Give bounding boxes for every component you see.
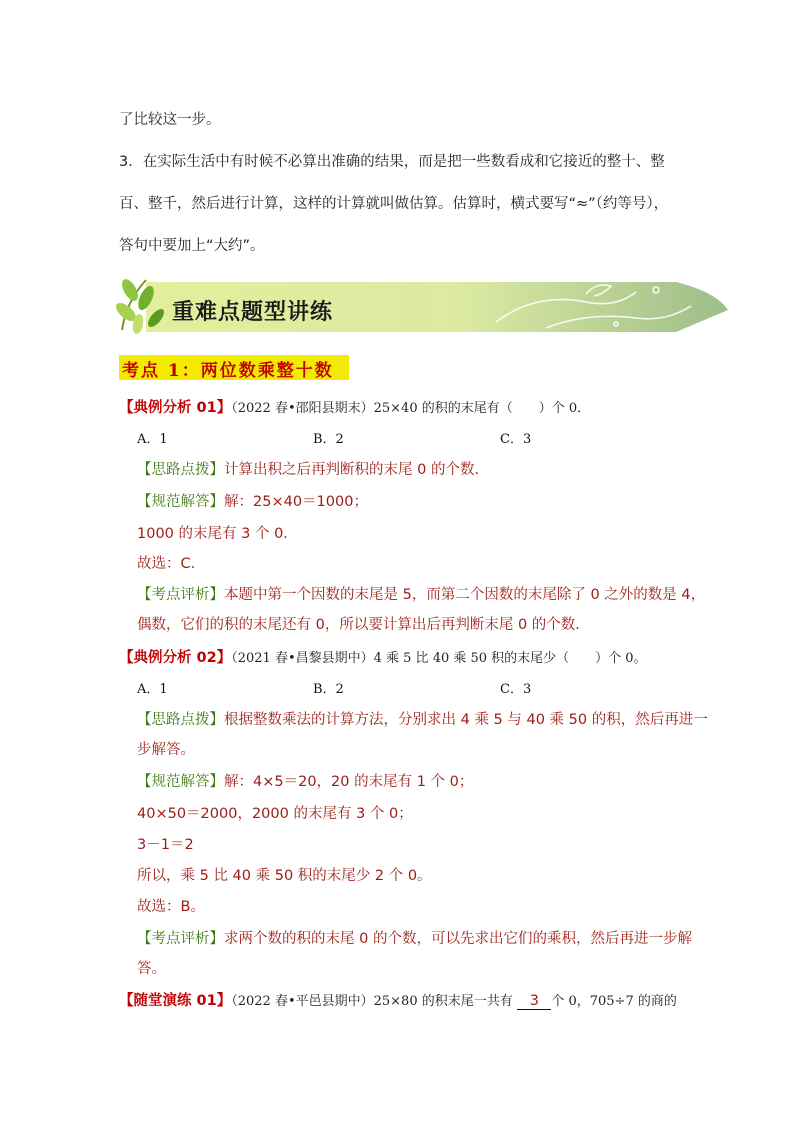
ex2-answer-tag: 【规范解答】 <box>137 774 224 790</box>
ex2-stem: （2021 春•昌黎县期中）4 乘 5 比 40 乘 50 积的末尾少（ ）个 0。 <box>231 651 647 666</box>
ex2-hint-tag: 【思路点拨】 <box>137 712 224 728</box>
ex1-review-row <box>137 583 705 604</box>
intro-line-1: 了比较这一步。 <box>119 112 221 128</box>
ex1-hint-tag: 【思路点拨】 <box>137 462 224 478</box>
practice1-stem-a: （2022 春•平邑县期中）25×80 的积末尾一共有 <box>231 994 513 1009</box>
ex1-answer-tag: 【规范解答】 <box>137 494 224 510</box>
ex2-hint-row <box>137 708 708 729</box>
ex2-answer-line-2: 40×50＝2000，2000 的末尾有 3 个 0； <box>137 806 413 822</box>
ex1-answer-line-2: 1000 的末尾有 3 个 0． <box>137 526 298 542</box>
ex1-review-line-1: 本题中第一个因数的末尾是 5，而第二个因数的末尾除了 0 之外的数是 4， <box>224 587 706 603</box>
ex1-option-c: C．3 <box>500 432 532 447</box>
ex2-option-a: A．1 <box>137 682 168 697</box>
ex1-answer-line-3: 故选：C． <box>137 556 206 572</box>
ex1-answer-line-1: 解：25×40＝1000； <box>224 494 368 510</box>
ex2-review-line-2: 答。 <box>137 961 166 977</box>
banner-title: 重难点题型讲练 <box>172 300 334 325</box>
ex1-review-line-2: 偶数，它们的积的末尾还有 0，所以要计算出后再判断末尾 0 的个数． <box>137 617 590 633</box>
ex2-review-line-1: 求两个数的积的末尾 0 的个数，可以先求出它们的乘积，然后再进一步解 <box>224 931 692 947</box>
ex1-hint: 计算出积之后再判断积的末尾 0 的个数． <box>224 462 489 478</box>
ex2-option-b: B．2 <box>313 682 344 697</box>
ex2-answer-line-5: 故选：B。 <box>137 899 205 915</box>
practice1-tag: 【随堂演练 01】 <box>119 993 232 1009</box>
intro-line-3: 百、整千，然后进行计算，这样的计算就叫做估算。估算时，横式要写“≈”（约等号）， <box>119 196 669 212</box>
kaodian-heading: 考点 1：两位数乘整十数 <box>122 361 334 381</box>
ex1-stem-row <box>119 396 590 417</box>
ex1-answer-row <box>137 490 368 511</box>
ex2-review-row <box>137 927 692 948</box>
ex2-review-tag: 【考点评析】 <box>137 931 224 947</box>
practice1-stem-b: 个 0，705÷7 的商的 <box>551 994 677 1009</box>
ex1-option-a: A．1 <box>137 432 168 447</box>
ex1-option-b: B．2 <box>313 432 344 447</box>
practice1-blank: 3 <box>517 993 551 1010</box>
intro-line-2: 3．在实际生活中有时候不必算出准确的结果，而是把一些数看成和它接近的整十、整 <box>119 154 665 170</box>
ex2-answer-line-4: 所以，乘 5 比 40 乘 50 积的末尾少 2 个 0。 <box>137 868 432 884</box>
ex2-stem-row <box>119 646 647 667</box>
ex1-tag: 【典例分析 01】 <box>119 400 232 416</box>
ex2-hint-line-1: 根据整数乘法的计算方法，分别求出 4 乘 5 与 40 乘 50 的积，然后再进一 <box>224 712 708 728</box>
ex2-answer-row <box>137 770 473 791</box>
intro-line-4: 答句中要加上“大约”。 <box>119 238 265 254</box>
ex2-hint-line-2: 步解答。 <box>137 742 195 758</box>
ex2-option-c: C．3 <box>500 682 532 697</box>
ex2-answer-line-1: 解：4×5＝20，20 的末尾有 1 个 0； <box>224 774 474 790</box>
ex1-stem: （2022 春•邵阳县期末）25×40 的积的末尾有（ ）个 0． <box>231 401 591 416</box>
ex1-review-tag: 【考点评析】 <box>137 587 224 603</box>
ex2-answer-line-3: 3－1＝2 <box>137 837 194 853</box>
ex1-hint-row <box>137 458 489 479</box>
ex2-tag: 【典例分析 02】 <box>119 650 232 666</box>
practice1-row <box>119 989 677 1010</box>
